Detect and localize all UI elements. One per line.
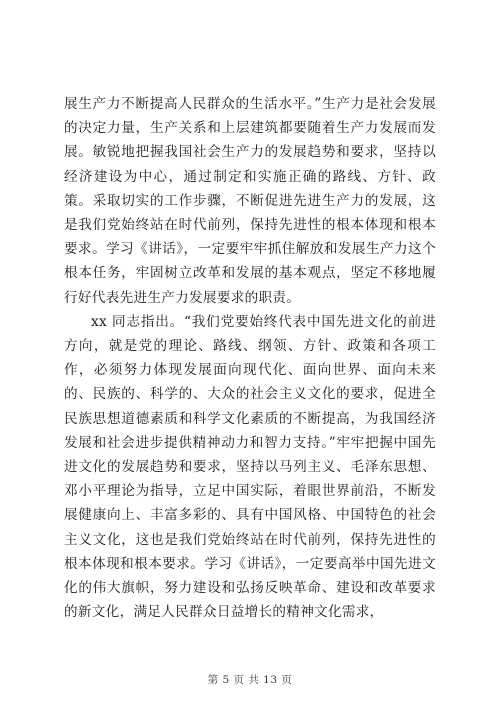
document-body bbox=[64, 92, 436, 624]
paragraph-1: 展生产力不断提高人民群众的生活水平。”生产力是社会发展的决定力量，生产关系和上层建筑都要随着生产力发展而发展。敏锐地把握我国社会生产力的发展趋势和要求，坚持以经济建设为中心，通过制定和实施正确的路线、方针、政策。采取切实的工作步骤，不断促进先进生产力的发展，这是我们党始终站在时代前列，保持先进性的根本体现和根本要求。学习《讲话》，一定要牢牢抓住解放和发展生产力这个根本任务，牢固树立改革和发展的基本观点，坚定不移地履行好代表先进生产力发展要求的职责。 bbox=[64, 96, 436, 306]
paragraph-2: xx 同志指出。“我们党要始终代表中国先进文化的前进方向，就是党的理论、路线、纲领、方针、政策和各项工作，必须努力体现发展面向现代化、面向世界、面向未来的、民族的、科学的、大众的社会主义文化的要求，促进全民族思想道德素质和科学文化素质的不断提高，为我国经济发展和社会进步提供精神动力和智力支持。”牢牢把握中国先进文化的发展趋势和要求，坚持以马列主义、毛泽东思想、邓小平理论为指导，立足中国实际，着眼世界前沿，不断发展健康向上、丰富多彩的、具有中国风格、中国特色的社会主义文化，这也是我们党始终站在时代前列，保持先进性的根本体现和根本要求。学习《讲话》，一定要高举中国先进文化的伟大旗帜，努力建设和弘扬反映革命、建设和改革要求的新文化，满足人民群众日益增长的精神文化需求， bbox=[64, 313, 436, 621]
page-number-footer: 第 5 页 共 13 页 bbox=[207, 674, 293, 686]
